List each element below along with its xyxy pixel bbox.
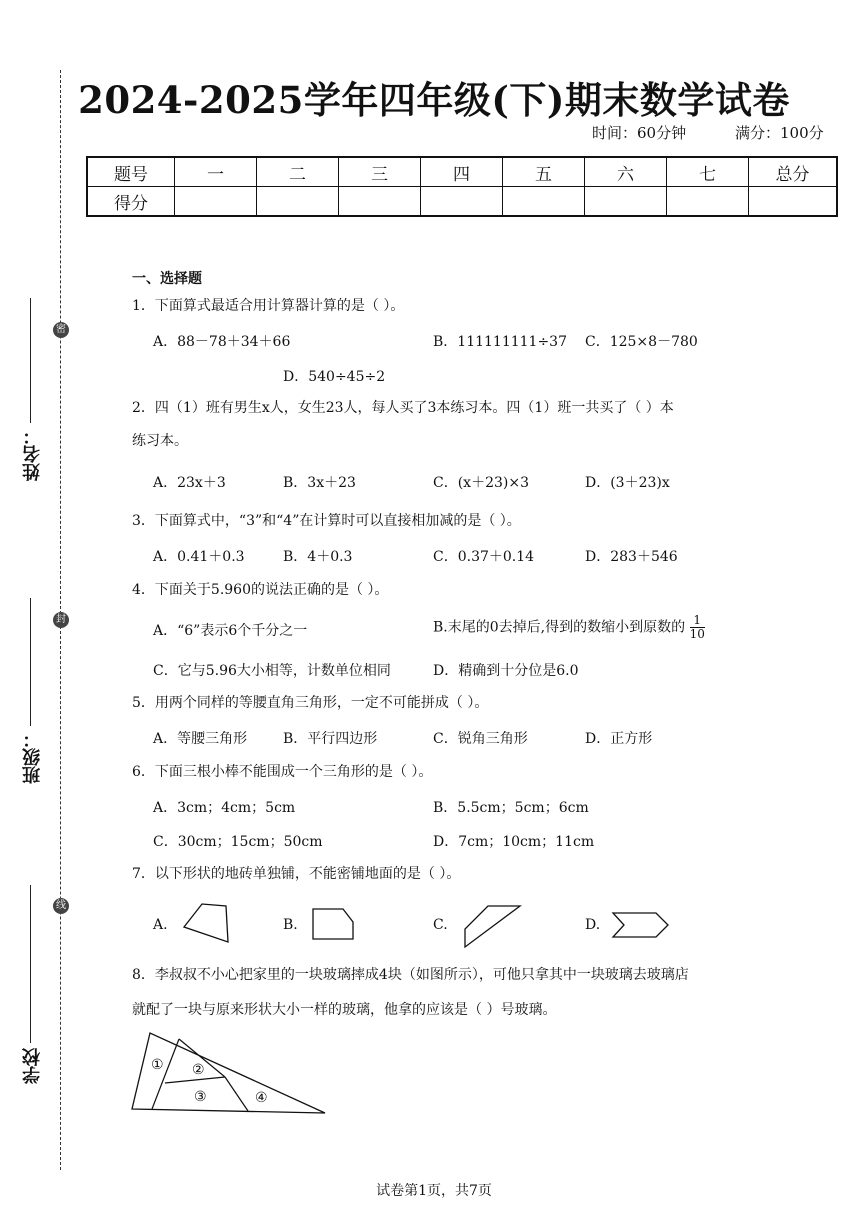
score-table-header: 一 — [175, 157, 257, 187]
q4-option-a[interactable]: A．“6”表示6个千分之一 — [153, 623, 308, 639]
score-table-header: 七 — [667, 157, 749, 187]
question-3: 3．下面算式中，“3”和“4”在计算时可以直接相加减的是（ ）。 — [132, 513, 521, 529]
quadrilateral-tile-icon — [180, 900, 230, 946]
score-table-header: 三 — [339, 157, 421, 187]
name-label: 姓名： — [22, 427, 43, 481]
q2-option-b[interactable]: B．3x＋23 — [283, 475, 356, 491]
score-table — [86, 156, 838, 217]
score-cell[interactable] — [749, 187, 838, 217]
school-label: 学校 — [22, 1048, 43, 1084]
q5-option-d[interactable]: D．正方形 — [585, 731, 653, 747]
q3-option-d[interactable]: D．283＋546 — [585, 549, 678, 565]
school-line — [30, 885, 31, 1043]
question-2-cont: 练习本。 — [132, 433, 188, 449]
score-table-header-row — [87, 157, 837, 187]
glass-piece-3-label: ③ — [194, 1089, 207, 1105]
q3-option-a[interactable]: A．0.41＋0.3 — [153, 549, 245, 565]
fraction-numerator: 1 — [690, 614, 705, 628]
q7-option-b[interactable]: B. — [283, 917, 298, 933]
q2-option-a[interactable]: A．23x＋3 — [153, 475, 226, 491]
q4-option-d[interactable]: D．精确到十分位是6.0 — [433, 663, 579, 679]
chevron-tile-icon — [610, 910, 672, 940]
q4-option-c[interactable]: C．它与5.96大小相等，计数单位相同 — [153, 663, 391, 679]
page-footer: 试卷第1页，共7页 — [376, 1183, 492, 1199]
score-cell[interactable] — [175, 187, 257, 217]
q3-option-c[interactable]: C．0.37＋0.14 — [433, 549, 535, 565]
score-table-header: 题号 — [87, 157, 175, 187]
score-cell[interactable] — [421, 187, 503, 217]
question-8: 8．李叔叔不小心把家里的一块玻璃摔成4块（如图所示），可他只拿其中一块玻璃去玻璃店 — [132, 967, 689, 983]
question-4: 4．下面关于5.960的说法正确的是（ ）。 — [132, 582, 389, 598]
q6-option-a[interactable]: A．3cm；4cm；5cm — [153, 800, 296, 816]
full-score-label: 满分：100分 — [735, 124, 824, 142]
seal-mark-feng: 封 — [53, 612, 69, 628]
glass-piece-1-label: ① — [151, 1057, 164, 1073]
q5-option-c[interactable]: C．锐角三角形 — [433, 731, 528, 747]
q7-option-a[interactable]: A. — [153, 917, 168, 933]
q1-option-d[interactable]: D．540÷45÷2 — [283, 369, 386, 385]
seal-mark-xian: 线 — [53, 898, 69, 914]
q1-option-c[interactable]: C．125×8－780 — [585, 334, 698, 350]
q3-option-b[interactable]: B．4＋0.3 — [283, 549, 353, 565]
glass-piece-4-label: ④ — [255, 1090, 268, 1106]
score-table-header: 四 — [421, 157, 503, 187]
score-cell[interactable] — [503, 187, 585, 217]
fraction-denominator: 10 — [689, 627, 705, 641]
trapezoid-tile-icon — [460, 903, 524, 951]
pentagon-tile-icon — [310, 906, 356, 942]
broken-glass-diagram — [128, 1030, 330, 1118]
question-5: 5．用两个同样的等腰直角三角形，一定不可能拼成（ ）。 — [132, 695, 489, 711]
score-table-header: 六 — [585, 157, 667, 187]
score-row-label: 得分 — [87, 187, 175, 217]
q2-option-c[interactable]: C．(x＋23)×3 — [433, 475, 529, 491]
question-8-cont: 就配了一块与原来形状大小一样的玻璃，他拿的应该是（ ）号玻璃。 — [132, 1002, 557, 1018]
question-1: 1．下面算式最适合用计算器计算的是（ ）。 — [132, 298, 405, 314]
question-7: 7．以下形状的地砖单独铺，不能密铺地面的是（ ）。 — [132, 866, 461, 882]
question-2: 2．四（1）班有男生x人，女生23人，每人买了3本练习本。四（1）班一共买了（ ）本 — [132, 400, 674, 416]
fraction — [690, 614, 705, 641]
score-table-header: 二 — [257, 157, 339, 187]
score-cell[interactable] — [667, 187, 749, 217]
q4-option-b-text: B.末尾的0去掉后,得到的数缩小到原数的 — [433, 619, 686, 636]
name-line — [30, 298, 31, 423]
q1-option-a[interactable]: A．88－78＋34＋66 — [153, 334, 291, 350]
score-table-score-row — [87, 187, 837, 217]
q6-option-b[interactable]: B．5.5cm；5cm；6cm — [433, 800, 589, 816]
seal-mark-mi: 密 — [53, 322, 69, 338]
score-cell[interactable] — [339, 187, 421, 217]
q7-option-c[interactable]: C. — [433, 917, 448, 933]
q6-option-c[interactable]: C．30cm；15cm；50cm — [153, 834, 323, 850]
q1-option-b[interactable]: B．111111111÷37 — [433, 334, 567, 350]
class-line — [30, 598, 31, 726]
q2-option-d[interactable]: D．(3＋23)x — [585, 475, 670, 491]
score-cell[interactable] — [585, 187, 667, 217]
score-table-header: 总分 — [749, 157, 838, 187]
q4-option-b[interactable] — [433, 614, 705, 641]
q6-option-d[interactable]: D．7cm；10cm；11cm — [433, 834, 595, 850]
question-6: 6．下面三根小棒不能围成一个三角形的是（ ）。 — [132, 764, 433, 780]
glass-piece-2-label: ② — [192, 1062, 205, 1078]
score-cell[interactable] — [257, 187, 339, 217]
q5-option-a[interactable]: A．等腰三角形 — [153, 731, 248, 747]
score-table-header: 五 — [503, 157, 585, 187]
class-label: 班级： — [22, 730, 43, 784]
time-label: 时间：60分钟 — [592, 124, 687, 142]
section-heading: 一、选择题 — [132, 271, 202, 287]
page-title: 2024-2025学年四年级(下)期末数学试卷 — [78, 78, 790, 122]
q7-option-d[interactable]: D. — [585, 917, 601, 933]
q5-option-b[interactable]: B．平行四边形 — [283, 731, 378, 747]
